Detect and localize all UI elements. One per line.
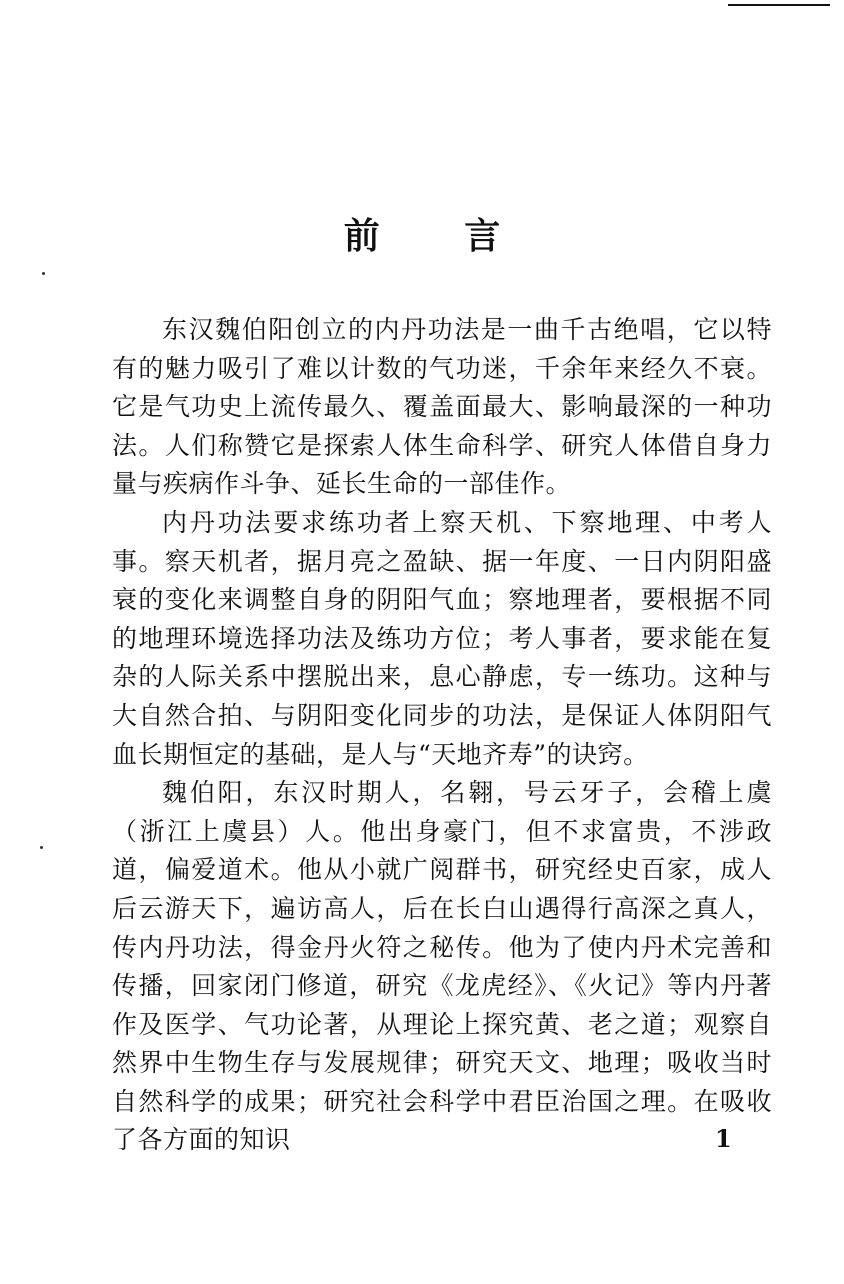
scan-speck: [42, 272, 45, 275]
paragraph-3: 魏伯阳，东汉时期人，名翱，号云牙子，会稽上虞（浙江上虞县）人。他出身豪门，但不求富贵，不涉政道，偏爱道术。他从小就广阅群书，研究经史百家，成人后云游天下，遍访高人，后在长白山遇得行高深之真人，传内丹功法，得金丹火符之秘传。他为了使内丹术完善和传播，回家闭门修道，研究《龙虎经》、《火记》等内丹著作及医学、气功论著，从理论上探究黄、老之道；观察自然界中生物生存与发展规律；研究天文、地理；吸收当时自然科学的成果；研究社会科学中君臣治国之理。在吸收了各方面的知识: [112, 778, 772, 1155]
body-text: [112, 311, 772, 1160]
paragraph-2: 内丹功法要求练功者上察天机、下察地理、中考人事。察天机者，据月亮之盈缺、据一年度、一日内阴阳盛衰的变化来调整自身的阴阳气血；察地理者，要根据不同的地理环境选择功法及练功方位；考人事者，要求能在复杂的人际关系中摆脱出来，息心静虑，专一练功。这种与大自然合拍、与阴阳变化同步的功法，是保证人体阴阳气血长期恒定的基础，是人与“天地齐寿”的诀窍。: [112, 507, 772, 769]
page-title: 前 言: [343, 215, 537, 257]
paragraph-1: 东汉魏伯阳创立的内丹功法是一曲千古绝唱，它以特有的魅力吸引了难以计数的气功迷，千余年来经久不衰。它是气功史上流传最久、覆盖面最大、影响最深的一种功法。人们称赞它是探索人体生命科学、研究人体借自身力量与疾病作斗争、延长生命的一部佳作。: [112, 315, 772, 499]
page-number: 1: [715, 1124, 732, 1153]
top-rule: [728, 4, 830, 6]
scan-speck: [40, 846, 43, 849]
